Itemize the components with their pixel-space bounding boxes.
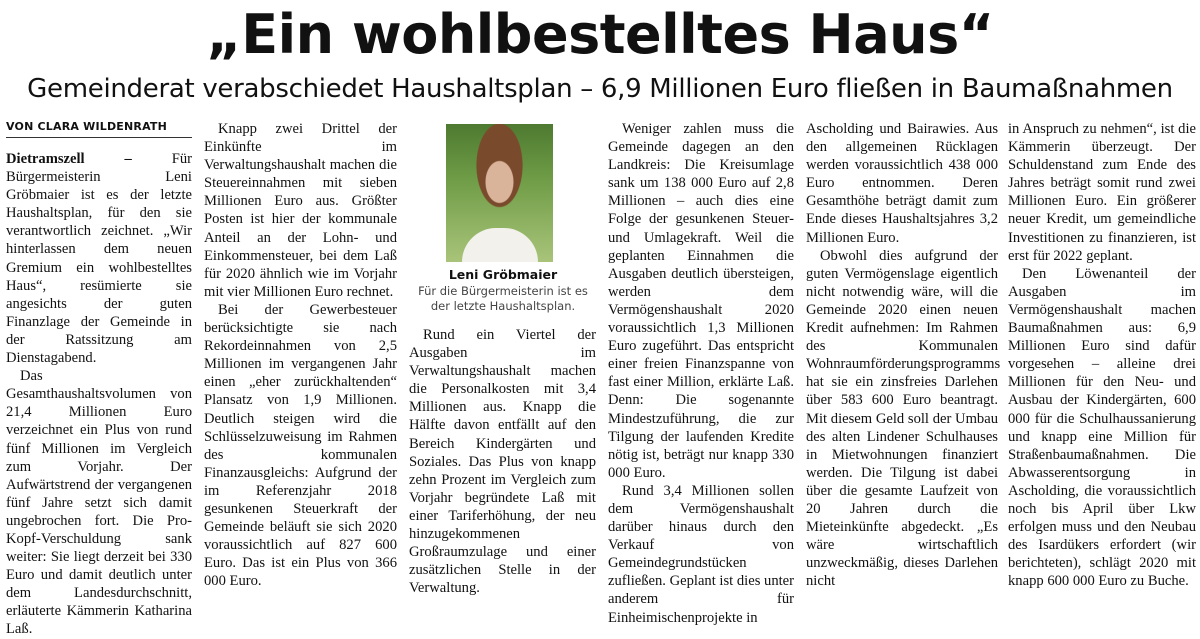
photo-caption <box>412 266 594 314</box>
column-1 <box>6 120 192 639</box>
column-4 <box>608 120 794 627</box>
dateline: Dietramszell – <box>6 151 132 167</box>
paragraph: Bei der Gewerbesteuer berücksichtigte sie nach Rekordeinnahmen von 2,5 Millionen im vergangenen Jahr einen „eher zurückhaltenden“ Plansatz von 1,9 Millionen. Deutlich steigen wird die Schlüsselzuweisung im Rahmen des kommunalen Finanzausgleichs: Aufgrund der im Referenzjahr 2018 gesunkenen Steuerkraft der Gemeinde beläuft sie sich 2020 voraussichtlich auf 827 600 Euro. Das ist ein Plus von 366 000 Euro. <box>204 301 397 590</box>
paragraph-text: Für Bürgermeisterin Leni Gröbmaier ist es der letzte Haushaltsplan, für den sie verantwortlich zeichnet. „Wir hinterlassen dem neuen Gremium ein wohlbestelltes Haus“, resümierte sie angesichts der guten Finanzlage der Gemeinde in der Ratssitzung am Dienstagabend. <box>6 151 192 367</box>
caption-text: Für die Bürgermeisterin ist es der letzte Haushaltsplan. <box>418 284 588 313</box>
article-subheadline: Gemeinderat verabschiedet Haushaltsplan – 6,9 Millionen Euro fließen in Baumaßnahmen <box>27 74 1173 104</box>
portrait-photo <box>446 124 553 262</box>
article-headline: „Ein wohlbestelltes Haus“ <box>206 3 994 66</box>
column-5 <box>806 120 1001 590</box>
caption-name: Leni Gröbmaier <box>448 267 558 282</box>
paragraph <box>6 150 192 367</box>
paragraph: Das Gesamthaushaltsvolumen von 21,4 Millionen Euro verzeichnet ein Plus von rund fünf Millionen im Vergleich zum Vorjahr. Der Aufwärtstrend der vergangenen fünf Jahre setzt sich damit ungebrochen fort. Die Pro-Kopf-Verschuldung sank weiter: Sie liegt derzeit bei 330 Euro und damit deutlich unter dem Landesdurchschnitt, erläuterte Kämmerin Katharina Laß. <box>6 368 192 638</box>
paragraph: Den Löwenanteil der Ausgaben im Vermögenshaushalt machen Baumaßnahmen aus: 6,9 Millionen Euro sind dafür vorgesehen – alleine drei Millionen für den Neu- und Ausbau der Kindergärten, 600 000 für die Schulhaussanierung und knapp eine Million für Straßenbaumaßnahmen. Die Abwasserentsorgung in Ascholding, die voraussichtlich noch bis April über Lkw erfolgen muss und den Neubau des Isardükers erfordert (wir berichteten), schlägt 2020 mit knapp 600 000 Euro zu Buche. <box>1008 265 1196 590</box>
author-byline: VON CLARA WILDENRATH <box>6 120 192 138</box>
paragraph: Weniger zahlen muss die Gemeinde dagegen an den Landkreis: Die Kreisumlage sank um 138 000 Euro auf 2,8 Millionen – auch dies eine Folge der gesunkenen Steuer- und Umlagekraft. Weil die geplanten Einnahmen die Ausgaben deutlich übersteigen, werden dem Vermögenshaushalt 2020 voraussichtlich 1,3 Millionen Euro zugeführt. Das entspricht einer freien Finanzspanne von fast einer Million, erklärte Laß. Denn: Die sogenannte Mindestzuführung, die zur Tilgung der laufenden Kredite nötig ist, beträgt nur knapp 330 000 Euro. <box>608 121 794 481</box>
paragraph: Knapp zwei Drittel der Einkünfte im Verwaltungshaushalt machen die Steuereinnahmen mit sieben Millionen Euro aus. Größter Posten ist hier der kommunale Anteil an der Lohn- und Einkommensteuer, bei dem Laß für 2020 ähnlich wie im Vorjahr mit vier Millionen Euro rechnet. <box>204 121 397 300</box>
paragraph: Ascholding und Bairawies. Aus den allgemeinen Rücklagen werden voraussichtlich 438 000 Euro entnommen. Deren Gesamthöhe beträgt damit zum Ende dieses Haushaltsjahres 3,2 Millionen Euro. <box>806 121 998 246</box>
column-6 <box>1008 120 1196 590</box>
column-3 <box>409 326 596 597</box>
paragraph: Rund ein Viertel der Ausgaben im Verwaltungshaushalt machen die Personalkosten mit 3,4 Millionen aus. Knapp die Hälfte davon entfällt auf den Bereich Kindergärten und Soziales. Das Plus von knapp zehn Prozent im Vergleich zum Vorjahr begründete Laß mit einer Tariferhöhung, der neu hinzugekommenen Großraumzulage und einer zusätzlichen Stelle in der Verwaltung. <box>409 327 596 597</box>
paragraph: in Anspruch zu nehmen“, ist die Kämmerin überzeugt. Der Schuldenstand zum Ende des Jahres beträgt somit rund zwei Millionen Euro. Ein größerer neuer Kredit, um gemeindliche Investitionen zu finanzieren, ist erst für 2022 geplant. <box>1008 121 1196 264</box>
column-2 <box>204 120 397 590</box>
portrait-shirt-shape <box>462 228 538 262</box>
paragraph: Rund 3,4 Millionen sollen dem Vermögenshaushalt darüber hinaus durch den Verkauf von Gemeindegrundstücken zufließen. Geplant ist dies unter anderem für Einheimischenprojekte in <box>608 482 795 626</box>
paragraph: Obwohl dies aufgrund der guten Vermögenslage eigentlich nicht notwendig wäre, will die Gemeinde 2020 einen neuen Kredit aufnehmen: Im Rahmen des Kommunalen Wohnraumförderungsprogramms hat sie ein zinsfreies Darlehen über 583 600 Euro beantragt. Mit diesem Geld soll der Umbau des alten Lindener Schulhauses in Mietwohnungen finanziert werden. Die Tilgung ist dabei über die gesamte Laufzeit von 20 Jahren durch die Mieteinkünfte abgedeckt. „Es wäre wirtschaftlich unzweckmäßig, dieses Darlehen nicht <box>806 247 1001 590</box>
